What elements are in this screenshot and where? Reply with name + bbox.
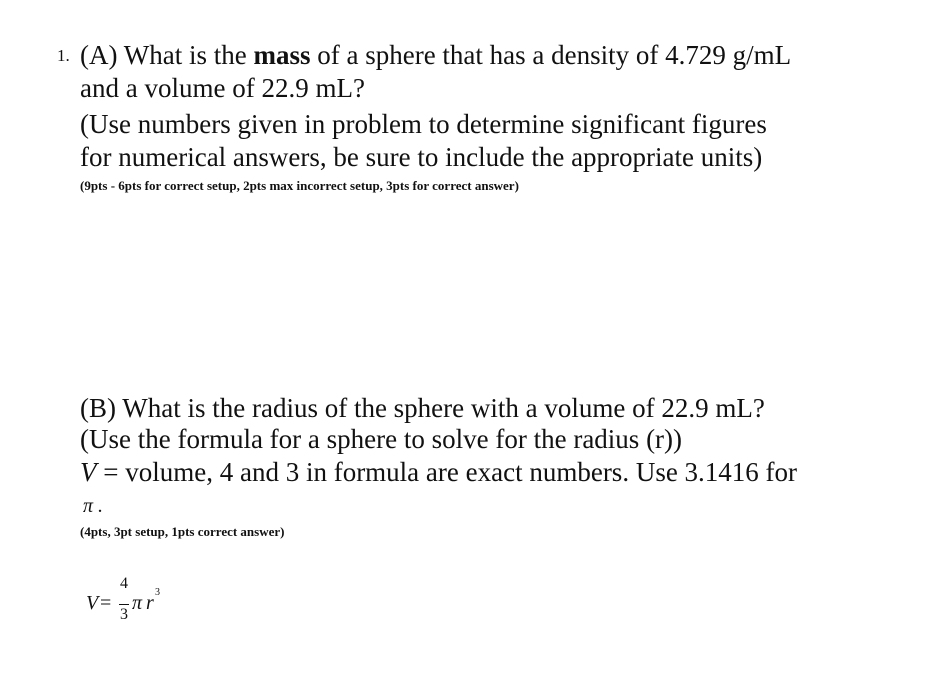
part-a-points: (9pts - 6pts for correct setup, 2pts max incorrect setup, 3pts for correct answer): [80, 178, 519, 193]
part-a-line-1: [80, 40, 791, 70]
formula-radius-var: r: [146, 592, 154, 614]
part-b-line-1: (B) What is the radius of the sphere with a volume of 22.9 mL?: [80, 393, 765, 423]
formula-equals: =: [100, 592, 112, 614]
part-a-bold-mass: mass: [253, 40, 311, 70]
part-a-line-2: and a volume of 22.9 mL?: [80, 73, 365, 103]
formula-denominator: 3: [120, 606, 128, 623]
part-b-volume-var: V: [80, 457, 97, 487]
formula-exponent: 3: [155, 587, 160, 598]
part-b-line-3: [80, 457, 797, 487]
sphere-volume-formula: [86, 575, 196, 635]
part-b-line-2: (Use the formula for a sphere to solve for the radius (r)): [80, 424, 683, 454]
formula-fraction-bar: [119, 604, 129, 605]
part-b-points: (4pts, 3pt setup, 1pts correct answer): [80, 524, 285, 539]
part-b-line-3-rest: = volume, 4 and 3 in formula are exact numbers. Use 3.1416 for: [96, 457, 798, 487]
part-a-prefix: (A) What is the: [80, 40, 254, 70]
formula-lhs: V: [86, 592, 99, 614]
part-a-suffix: of a sphere that has a density of 4.729 g/mL: [310, 40, 792, 70]
part-a-line-3: (Use numbers given in problem to determine significant figures: [80, 109, 767, 139]
part-a-line-4: for numerical answers, be sure to include the appropriate units): [80, 142, 763, 172]
formula-pi: π: [132, 592, 143, 614]
formula-numerator: 4: [120, 575, 128, 592]
question-number: 1.: [57, 46, 70, 65]
part-b-pi-line: π .: [83, 495, 104, 517]
